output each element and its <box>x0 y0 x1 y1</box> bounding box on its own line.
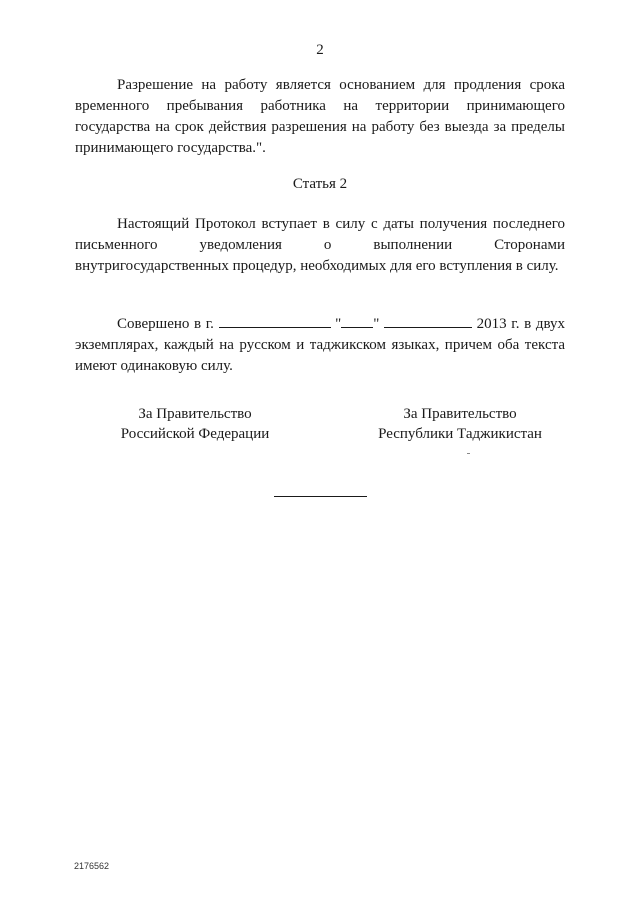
paragraph-done-at <box>75 313 565 377</box>
done-at-text: Совершено в г. <box>117 316 214 332</box>
signature-block-russia <box>110 404 280 444</box>
month-blank-line <box>384 313 472 328</box>
paragraph-entry-into-force: Настоящий Протокол вступает в силу с даты получения последнего письменного уведомления о выполнении Сторонами внутригосударственных процедур, необходимых для его вступления в силу. <box>75 216 565 274</box>
document-code: 2176562 <box>74 861 110 871</box>
signature-tajikistan-line2: Республики Таджикистан <box>378 426 542 442</box>
signature-russia-line2: Российской Федерации <box>120 426 270 442</box>
signature-block-tajikistan <box>370 404 550 444</box>
end-of-text-line <box>274 496 367 497</box>
paragraph-work-permit: Разрешение на работу является основанием для продления срока временного пребывания работника на территории принимающего государства на срок действия разрешения на работу без выезда за пределы принимающего государства.". <box>75 77 565 156</box>
signature-russia-line1: За Правительство <box>138 406 252 422</box>
scan-speck <box>467 453 470 454</box>
quote-close: " <box>373 316 380 332</box>
done-at-rest: 2013 г. в двух экземплярах, каждый на русском и таджикском языках, причем оба текста имеют одинаковую силу. <box>75 316 566 374</box>
page-number: 2 <box>316 42 324 58</box>
quote-open: " <box>335 316 342 332</box>
city-blank-line <box>219 313 331 328</box>
article-title: Статья 2 <box>292 176 348 192</box>
signature-tajikistan-line1: За Правительство <box>403 406 517 422</box>
day-blank-line <box>341 313 373 328</box>
